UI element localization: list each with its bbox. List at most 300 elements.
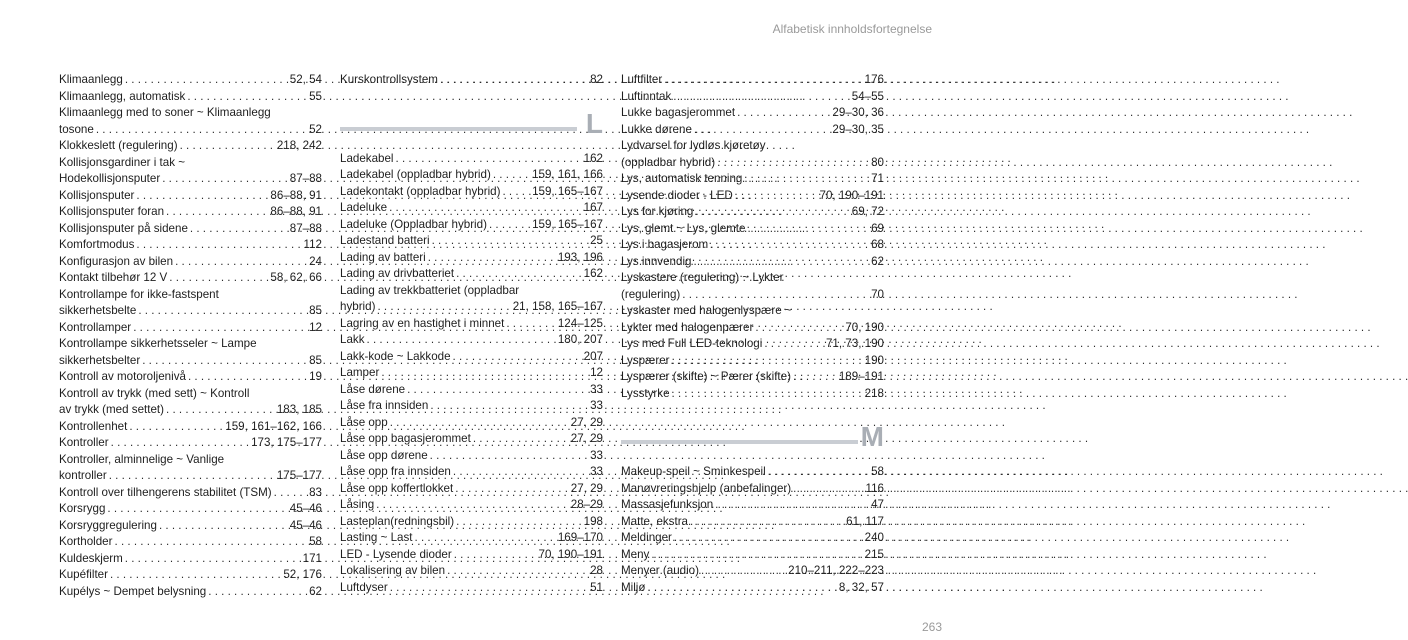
index-entry[interactable] [59, 254, 322, 271]
index-entry-text: Lys innvendig [621, 254, 692, 268]
dot-leader [455, 481, 569, 498]
index-entry-pages[interactable]: 70, 190 [845, 320, 884, 334]
index-entry-line [621, 204, 884, 221]
dot-leader [125, 72, 288, 89]
index-entry-pages[interactable]: 52 [309, 122, 322, 136]
dot-leader [735, 188, 818, 205]
index-entry-pages[interactable]: 68 [871, 238, 884, 251]
index-entry-line [59, 320, 322, 337]
index-entry[interactable] [59, 336, 322, 369]
index-entry-text: Låse dørene [340, 382, 406, 396]
index-entry-line [340, 332, 603, 349]
index-entry-line [340, 250, 603, 267]
index-entry-line [340, 316, 603, 333]
dot-leader [390, 580, 588, 597]
index-entry-pages[interactable]: 70, 190–191 [819, 188, 884, 202]
index-entry-line [340, 349, 603, 366]
index-entry-line [621, 287, 884, 304]
index-entry-line [59, 221, 322, 238]
index-entry[interactable] [621, 221, 884, 238]
index-entry-text: Lydvarsel for lydløs kjøretøy [621, 139, 766, 152]
dot-leader [793, 481, 863, 498]
index-entry-line [340, 464, 603, 481]
index-entry-pages[interactable]: 71 [871, 172, 884, 185]
index-entry[interactable] [621, 353, 884, 370]
index-entry-text: Matte, ekstra [621, 514, 689, 528]
index-entry[interactable] [340, 151, 603, 168]
index-entry-text: Menyer (audio) [621, 564, 699, 577]
index-column-1 [59, 72, 322, 600]
index-entry[interactable] [340, 167, 603, 184]
index-entry-line [59, 551, 322, 568]
index-entry-text: Lyspærer [621, 353, 670, 367]
dot-leader [175, 254, 307, 271]
index-entry-line [59, 369, 322, 386]
index-entry[interactable] [621, 303, 884, 336]
index-entry-line [340, 415, 603, 432]
index-entry-pages[interactable]: 27, 29 [570, 415, 603, 429]
dot-leader [432, 233, 588, 250]
index-entry-line [340, 151, 603, 168]
dot-leader [188, 369, 307, 386]
index-entry-pages[interactable]: 19 [309, 370, 322, 383]
index-entry[interactable] [59, 138, 322, 155]
index-entry-pages[interactable]: 28 [590, 564, 603, 577]
index-entry[interactable] [621, 530, 884, 547]
index-entry-pages[interactable]: 70 [871, 287, 884, 301]
index-entry[interactable] [621, 464, 884, 481]
index-entry[interactable] [59, 270, 322, 287]
index-entry-text: Lys i bagasjerom [621, 238, 709, 251]
index-entry-text: Luftinntak [621, 89, 672, 103]
index-entry[interactable] [59, 452, 322, 485]
index-entry-text: Meldinger [621, 531, 672, 544]
index-entry[interactable] [59, 551, 322, 568]
index-entry-pages[interactable]: 24 [309, 254, 322, 268]
index-entry-pages[interactable]: 193, 196 [557, 250, 603, 264]
index-entry[interactable] [59, 534, 322, 551]
index-entry-text: Ladeluke [340, 201, 388, 214]
index-entry-line [340, 497, 603, 514]
index-entry-text: Kurskontrollsystem [340, 73, 438, 86]
dot-leader [454, 547, 537, 564]
index-entry-text: Makeup-speil ~ Sminkespeil [621, 465, 766, 478]
index-entry[interactable] [340, 481, 603, 498]
index-entry[interactable] [621, 386, 884, 403]
index-entry[interactable] [340, 200, 603, 217]
index-entry[interactable] [59, 485, 322, 502]
dot-leader [674, 530, 863, 547]
index-entry-pages[interactable]: 83 [309, 485, 322, 499]
index-entry-pages[interactable]: 27, 29 [570, 481, 603, 495]
index-entry-pages[interactable]: 87–88 [289, 221, 322, 235]
index-entry[interactable] [340, 266, 603, 283]
index-entry-line [340, 398, 603, 415]
index-entry[interactable] [340, 497, 603, 514]
index-entry-text: Komfortmodus [59, 238, 135, 251]
index-entry-pages[interactable]: 70, 190–191 [538, 547, 603, 561]
index-entry-pages[interactable]: 69, 72 [851, 205, 884, 218]
index-entry-text: Klokkeslett (regulering) [59, 139, 178, 152]
dot-leader [190, 221, 288, 238]
index-entry-text: (regulering) [621, 287, 681, 301]
index-entry[interactable] [621, 138, 884, 171]
dot-leader [764, 336, 824, 353]
index-entry[interactable] [621, 72, 884, 89]
dot-leader [744, 171, 869, 188]
index-entry-text: Låse opp [340, 415, 388, 429]
index-entry-pages[interactable]: 159, 165–167 [532, 184, 603, 198]
index-entry-text: Kuldeskjerm [59, 551, 123, 565]
dot-leader [166, 402, 275, 419]
index-entry-pages[interactable]: 28–29 [570, 498, 603, 511]
index-entry-line [59, 567, 322, 584]
index-entry-text: Lys, automatisk tenning [621, 172, 743, 185]
index-entry-pages[interactable]: 45–46 [289, 502, 322, 515]
index-entry-text: Kontrollamper [59, 320, 132, 334]
index-entry-text: Kortholder [59, 535, 113, 548]
index-column-2 [340, 72, 603, 596]
index-entry-pages[interactable]: 45–46 [289, 518, 322, 532]
dot-leader [651, 547, 862, 564]
index-entry[interactable] [621, 481, 884, 498]
index-entry-pages[interactable]: 207 [583, 349, 603, 363]
index-entry-pages[interactable]: 86–88, 91 [270, 188, 322, 202]
index-entry[interactable] [340, 332, 603, 349]
index-entry-line [59, 402, 322, 419]
index-entry-line [59, 534, 322, 551]
index-entry[interactable] [59, 89, 322, 106]
index-entry-pages[interactable]: 33 [590, 399, 603, 412]
index-entry-line [621, 155, 884, 172]
index-entry-pages[interactable]: 58 [309, 535, 322, 548]
section-letter: L [585, 107, 603, 139]
index-entry[interactable] [59, 287, 322, 320]
index-entry-pages[interactable]: 52, 54 [289, 73, 322, 86]
index-entry-pages[interactable]: 210–211, 222–223 [788, 564, 884, 577]
section-header [340, 107, 603, 144]
dot-leader [453, 464, 588, 481]
index-entry-pages[interactable]: 51 [590, 580, 603, 594]
dot-leader [187, 89, 307, 106]
index-entry-line [340, 481, 603, 498]
dot-leader [673, 89, 849, 106]
index-entry-text: Lysende dioder - LED [621, 188, 733, 202]
dot-leader [109, 468, 275, 485]
index-entry-text: Ladeluke (Oppladbar hybrid) [340, 217, 487, 231]
index-entry-text: Hodekollisjonsputer [59, 172, 161, 185]
index-entry-text: Ladekabel (oppladbar hybrid) [340, 168, 491, 181]
index-entry[interactable] [621, 547, 884, 564]
index-entry[interactable] [340, 316, 603, 333]
dot-leader [672, 353, 863, 370]
index-entry-text: Lakk [340, 333, 365, 346]
index-entry[interactable] [621, 580, 884, 597]
index-entry-line [621, 563, 884, 580]
index-entry[interactable] [340, 184, 603, 201]
index-entry-line [59, 485, 322, 502]
index-entry[interactable] [621, 204, 884, 221]
index-entry-line [621, 171, 884, 188]
index-entry[interactable] [59, 584, 322, 601]
index-entry[interactable] [621, 497, 884, 514]
index-entry[interactable] [59, 188, 322, 205]
index-entry-pages[interactable]: 47 [871, 498, 884, 511]
index-entry-pages[interactable]: 69 [871, 221, 884, 235]
index-column-3 [621, 72, 884, 596]
index-entry-pages[interactable]: 167 [583, 201, 603, 214]
index-entry[interactable] [340, 464, 603, 481]
index-entry[interactable] [621, 336, 884, 353]
index-entry-pages[interactable]: 29–30, 36 [832, 106, 884, 119]
index-entry[interactable] [340, 72, 603, 89]
dot-leader [415, 530, 556, 547]
index-entry[interactable] [340, 563, 603, 580]
index-entry-pages[interactable]: 27, 29 [570, 432, 603, 445]
index-entry-pages[interactable]: 21, 158, 165–167 [512, 300, 603, 313]
index-entry-line [59, 237, 322, 254]
index-entry-pages[interactable]: 12 [309, 320, 322, 334]
index-entry-pages[interactable]: 218 [864, 386, 884, 400]
index-entry-pages[interactable]: 112 [303, 238, 322, 251]
index-entry[interactable] [59, 72, 322, 89]
index-entry[interactable] [59, 518, 322, 535]
index-entry-text: Lakk-kode ~ Lakkode [340, 349, 451, 363]
index-entry-text: Kollisjonsgardiner i tak ~ [59, 155, 185, 169]
index-entry-pages[interactable]: 162 [583, 267, 603, 280]
index-entry-pages[interactable]: 171 [302, 551, 322, 565]
dot-leader [647, 580, 836, 597]
dot-leader [136, 188, 268, 205]
index-entry-pages[interactable]: 218, 242 [276, 139, 322, 152]
index-entry-pages[interactable]: 52, 176 [283, 568, 322, 581]
index-entry[interactable] [621, 237, 884, 254]
index-entry-line [340, 167, 603, 184]
dot-leader [142, 353, 307, 370]
dot-leader [111, 435, 249, 452]
dot-leader [447, 563, 588, 580]
index-entry-pages[interactable]: 33 [590, 382, 603, 396]
index-entry[interactable] [340, 448, 603, 465]
index-entry-pages[interactable]: 159, 161–162, 166 [225, 419, 322, 433]
index-entry[interactable] [621, 514, 884, 531]
index-entry-pages[interactable]: 62 [309, 584, 322, 598]
index-entry-pages[interactable]: 8, 32, 57 [838, 580, 884, 594]
index-entry-text: Kontakt tilbehør 12 V [59, 271, 168, 284]
dot-leader [396, 151, 582, 168]
page-number: 263 [921, 620, 942, 634]
index-entry-pages[interactable]: 190 [864, 353, 884, 367]
index-entry-text: Kupélys ~ Dempet belysning [59, 584, 207, 598]
index-entry-line [59, 254, 322, 271]
index-entry-text: sikkerhetsbelter [59, 353, 141, 367]
index-entry[interactable] [59, 237, 322, 254]
index-entry[interactable] [340, 530, 603, 547]
index-entry-pages[interactable]: 71, 73, 190 [825, 337, 884, 350]
index-entry-pages[interactable]: 62 [871, 254, 884, 268]
index-entry-pages[interactable]: 183, 185 [276, 403, 322, 416]
index-entry-text: Låsing [340, 498, 375, 511]
index-entry-pages[interactable]: 86–88, 91 [270, 205, 322, 218]
index-entry-pages[interactable]: 176 [864, 73, 884, 86]
index-entry[interactable] [340, 580, 603, 597]
index-entry-line [621, 320, 884, 337]
index-entry-line [59, 584, 322, 601]
index-entry-text: Lagring av en hastighet i minnet [340, 316, 505, 330]
index-entry-pages[interactable]: 189–191 [838, 370, 884, 383]
index-entry[interactable] [59, 419, 322, 436]
dot-leader [169, 270, 268, 287]
index-entry-line [621, 386, 884, 403]
dot-leader [693, 254, 869, 271]
index-entry[interactable] [340, 283, 603, 316]
index-entry-text: Korsrygg [59, 502, 106, 515]
dot-leader [440, 72, 588, 89]
index-entry-pages[interactable]: 116 [865, 481, 884, 495]
index-entry-pages[interactable]: 198 [583, 514, 603, 528]
index-entry-text: Lading av drivbatteriet [340, 267, 455, 280]
dot-leader [390, 415, 569, 432]
dot-leader [690, 514, 844, 531]
index-entry-pages[interactable]: 175–177 [276, 469, 322, 482]
index-entry-line [621, 481, 884, 498]
index-entry-text: Lasting ~ Last [340, 531, 413, 544]
index-entry-line [621, 514, 884, 531]
dot-leader [695, 204, 849, 221]
index-entry-line [340, 365, 603, 382]
index-entry-pages[interactable]: 85 [309, 304, 322, 317]
section-divider [340, 127, 577, 131]
index-entry-text: Korsryggregulering [59, 518, 157, 532]
index-entry-pages[interactable]: 85 [309, 353, 322, 367]
index-entry-pages[interactable]: 61, 117 [846, 514, 884, 528]
index-entry-pages[interactable]: 159, 165–167 [532, 217, 603, 231]
index-entry-text: Lyskaster med halogenlyspære ~ [621, 304, 792, 317]
index-entry[interactable] [621, 89, 884, 106]
index-entry-pages[interactable]: 54–55 [851, 89, 884, 103]
index-entry-text: Lys, glemt ~ Lys, glemte [621, 221, 746, 235]
index-entry[interactable] [621, 270, 884, 303]
index-entry-pages[interactable]: 80 [871, 155, 884, 169]
index-entry-line [59, 518, 322, 535]
index-entry[interactable] [59, 204, 322, 221]
index-entry-text: Kontrollenhet [59, 419, 128, 433]
dot-leader [125, 551, 301, 568]
index-entry-line [59, 204, 322, 221]
index-entry[interactable] [340, 349, 603, 366]
index-entry-line [340, 382, 603, 399]
index-entry[interactable] [621, 171, 884, 188]
index-entry[interactable] [59, 369, 322, 386]
section-letter: M [860, 421, 884, 452]
index-entry[interactable] [340, 250, 603, 267]
index-entry[interactable] [59, 567, 322, 584]
index-entry[interactable] [340, 217, 603, 234]
index-entry-pages[interactable]: 159, 161, 166 [532, 168, 603, 181]
index-entry-line [621, 547, 884, 564]
index-entry[interactable] [59, 501, 322, 518]
index-entry-text: Kollisjonsputer [59, 188, 135, 202]
index-entry[interactable] [340, 365, 603, 382]
index-entry[interactable] [59, 221, 322, 238]
dot-leader [159, 518, 288, 535]
index-entry-text: Lyskastere (regulering) ~ Lykter [621, 271, 784, 284]
index-entry-line [340, 266, 603, 283]
index-entry[interactable] [621, 122, 884, 139]
index-entry-pages[interactable]: 180, 207 [557, 333, 603, 346]
index-entry-pages[interactable]: 33 [590, 465, 603, 478]
index-entry-pages[interactable]: 124–125 [557, 316, 603, 330]
index-entry[interactable] [621, 369, 884, 386]
index-entry-pages[interactable]: 58, 62, 66 [270, 271, 322, 284]
index-entry-line [340, 217, 603, 234]
index-entry-pages[interactable]: 58 [871, 465, 884, 478]
index-entry-text: Kupéfilter [59, 568, 108, 581]
index-entry[interactable] [340, 547, 603, 564]
index-entry[interactable] [340, 233, 603, 250]
index-entry-pages[interactable]: 12 [590, 366, 603, 379]
index-entry[interactable] [621, 188, 884, 205]
index-entry-line [59, 468, 322, 485]
index-entry[interactable] [340, 431, 603, 448]
index-entry-text: Lukke dørene [621, 122, 692, 136]
index-entry-pages[interactable]: 25 [590, 234, 603, 247]
index-entry-pages[interactable]: 55 [309, 89, 322, 103]
index-entry-line [621, 580, 884, 597]
index-entry-line [340, 530, 603, 547]
index-entry[interactable] [59, 320, 322, 337]
dot-leader [136, 237, 301, 254]
index-entry[interactable] [59, 386, 322, 419]
index-entry-pages[interactable]: 173, 175–177 [251, 436, 322, 449]
index-entry-pages[interactable]: 215 [864, 547, 884, 561]
index-entry-text: Kontrollampe for ikke-fastspent [59, 287, 219, 301]
index-entry[interactable] [340, 398, 603, 415]
index-entry[interactable] [621, 105, 884, 122]
index-entry[interactable] [59, 435, 322, 452]
index-entry-text: Kontroll av trykk (med sett) ~ Kontroll [59, 386, 250, 400]
index-entry-text: Lamper [340, 366, 380, 379]
index-entry-text: (oppladbar hybrid) [621, 155, 716, 169]
index-entry[interactable] [621, 563, 884, 580]
index-entry-line [621, 188, 884, 205]
index-entry-pages[interactable]: 82 [590, 73, 603, 86]
index-entry[interactable] [340, 514, 603, 531]
header-title: Alfabetisk innholdsfortegnelse [772, 22, 932, 36]
index-entry-text: Massasjefunksjon [621, 498, 714, 511]
index-entry-line [59, 303, 322, 320]
index-entry-pages[interactable]: 87–88 [289, 172, 322, 185]
index-entry-text: av trykk (med settet) [59, 403, 165, 416]
index-entry-line [621, 122, 884, 139]
index-entry-text: Lasteplan(redningsbil) [340, 514, 455, 528]
index-entry-pages[interactable]: 169–170 [557, 531, 603, 544]
dot-leader [456, 266, 582, 283]
dot-leader [110, 567, 281, 584]
index-entry[interactable] [340, 415, 603, 432]
index-entry-text: LED - Lysende dioder [340, 547, 452, 561]
index-entry[interactable] [59, 105, 322, 138]
index-entry-pages[interactable]: 33 [590, 448, 603, 462]
dot-leader [710, 237, 869, 254]
index-entry-pages[interactable]: 240 [864, 531, 884, 544]
index-entry-pages[interactable]: 162 [583, 151, 603, 165]
section-divider [621, 440, 858, 444]
index-entry[interactable] [59, 155, 322, 188]
index-entry-pages[interactable]: 29–30, 35 [832, 122, 884, 136]
index-entry[interactable] [340, 382, 603, 399]
index-entry[interactable] [621, 254, 884, 271]
